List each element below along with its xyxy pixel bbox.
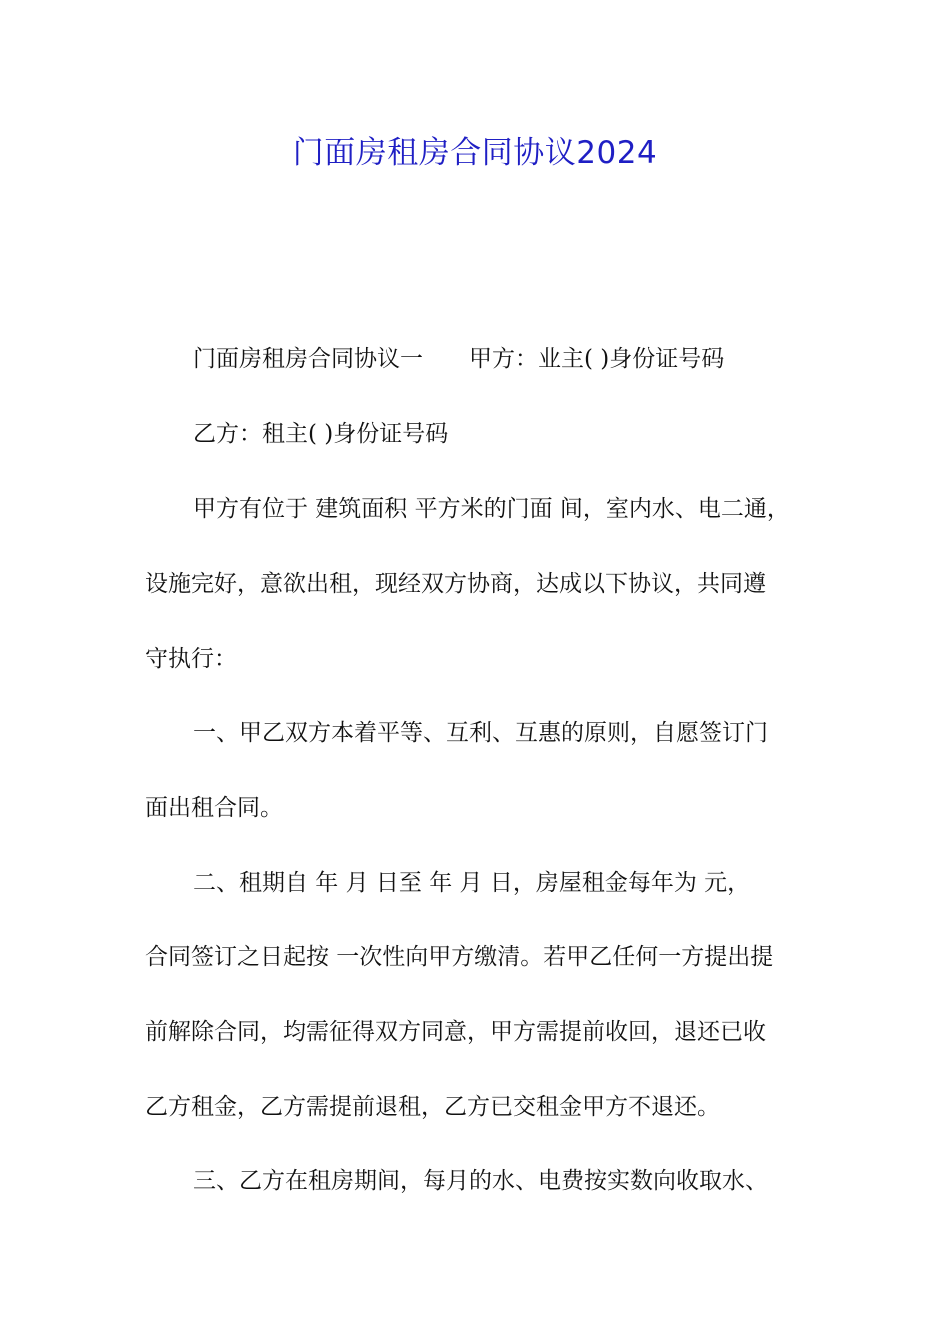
- document-title: 门面房租房合同协议2024: [292, 135, 658, 171]
- paragraph-line: 二、租期自 年 月 日至 年 月 日，房屋租金每年为 元，: [193, 870, 751, 896]
- paragraph-line: 一、甲乙双方本着平等、互利、互惠的原则，自愿签订门: [193, 720, 768, 746]
- paragraph-line: 合同签订之日起按 一次性向甲方缴清。若甲乙任何一方提出提: [145, 944, 774, 970]
- paragraph-line: 守执行：: [145, 646, 237, 672]
- paragraph-line: 甲方有位于 建筑面积 平方米的门面 间，室内水、电二通，: [193, 496, 790, 522]
- paragraph-line: 前解除合同，均需征得双方同意，甲方需提前收回，退还已收: [145, 1019, 766, 1045]
- paragraph-line: 设施完好，意欲出租，现经双方协商，达成以下协议，共同遵: [145, 571, 766, 597]
- paragraph-line: 三、乙方在租房期间，每月的水、电费按实数向收取水、: [193, 1168, 768, 1194]
- paragraph-line: 乙方：租主( )身份证号码: [193, 421, 449, 447]
- paragraph-line: 门面房租房合同协议一 甲方：业主( )身份证号码: [193, 346, 725, 372]
- paragraph-line: 面出租合同。: [145, 795, 283, 821]
- paragraph-line: 乙方租金，乙方需提前退租，乙方已交租金甲方不退还。: [145, 1094, 720, 1120]
